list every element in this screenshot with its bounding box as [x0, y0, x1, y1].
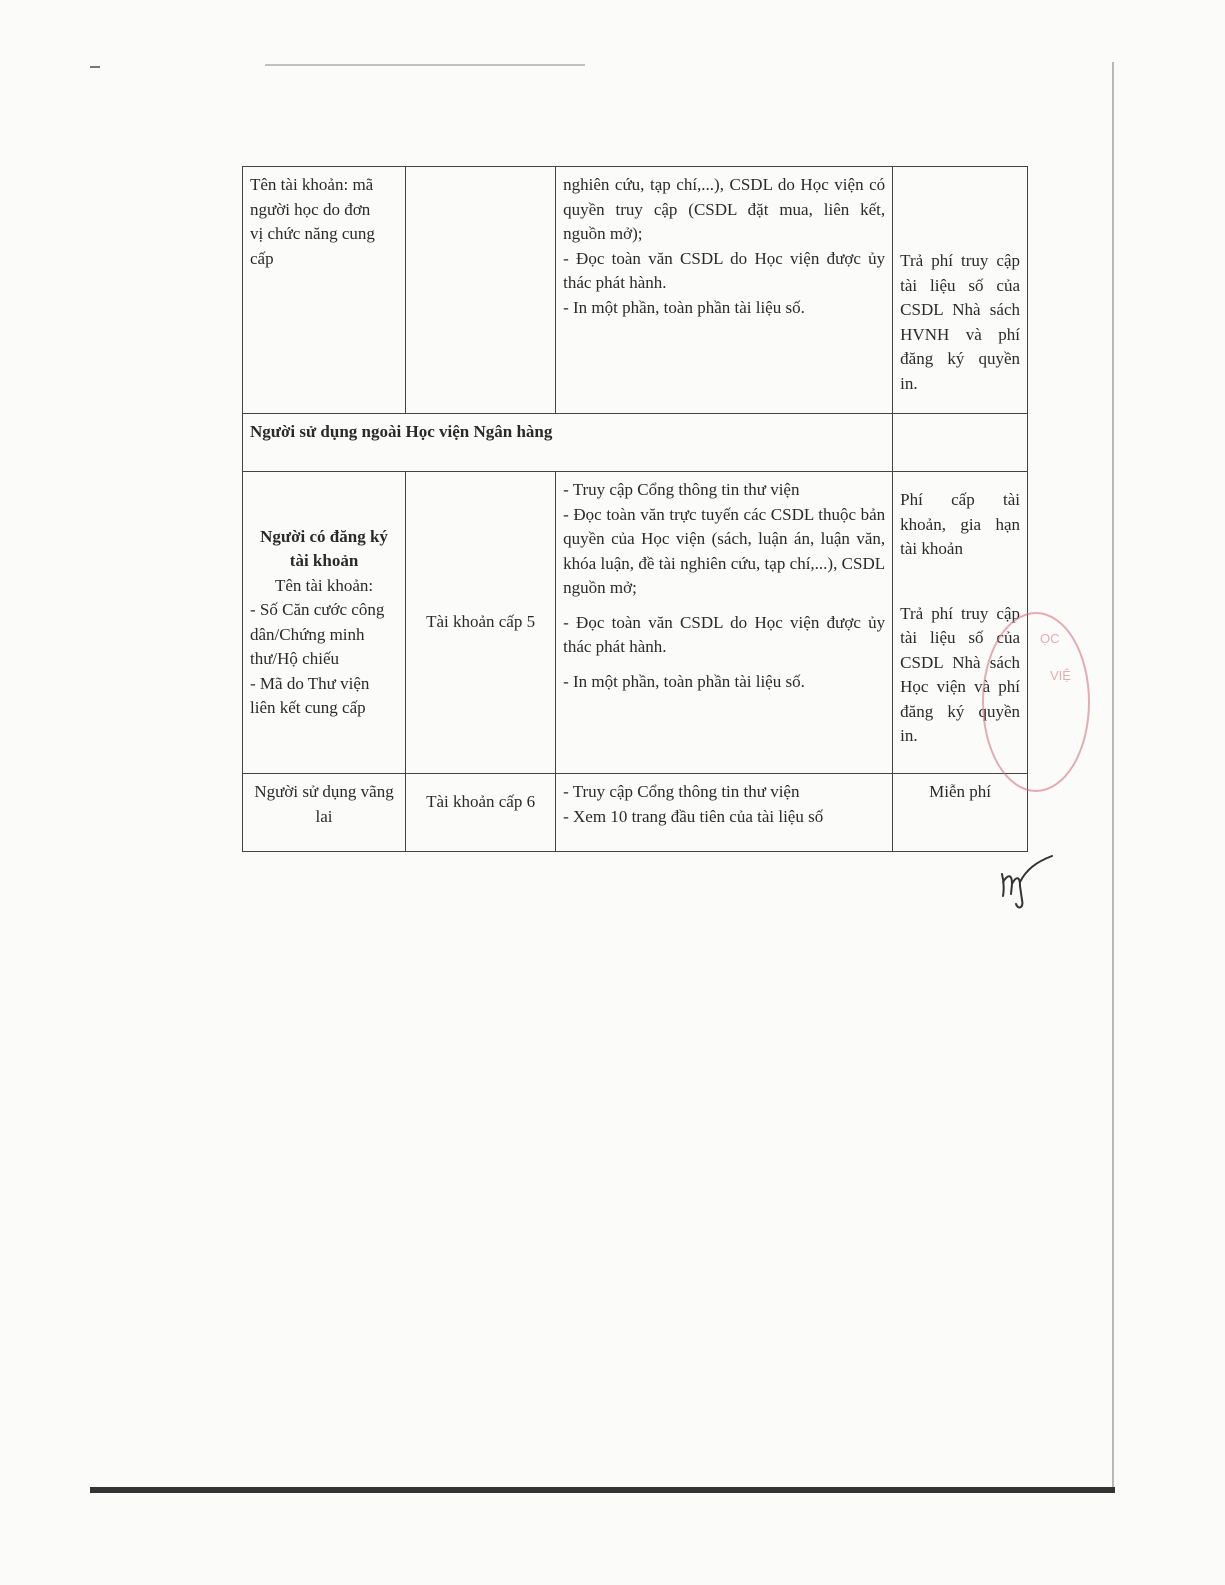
red-seal-text [1040, 630, 1071, 684]
cell-line: - Truy cập Cổng thông tin thư viện [563, 782, 800, 801]
cell-line: - In một phần, toàn phần tài liệu số. [563, 297, 805, 317]
scan-line-top [265, 64, 585, 66]
cell-line: vị chức năng cung [250, 224, 375, 243]
cell-line: người học do đơn [250, 199, 371, 219]
stamp-text-line: VIỆ [1050, 668, 1071, 683]
cell-line: Tên tài khoản: [274, 575, 374, 595]
cell-line: Người có đăng ký tài khoản [260, 526, 388, 570]
cell-line: Trả phí truy cập tài liệu số của CSDL Nhà sách Học viện và phí đăng ký quyền in. [900, 603, 1020, 745]
cell-line: cấp [250, 248, 274, 268]
cell-permissions [556, 774, 893, 852]
cell-account-name [243, 167, 406, 414]
cell-account-level: Tài khoản cấp 6 [406, 774, 556, 852]
red-seal-stamp [982, 612, 1090, 792]
cell-line: Trả phí truy cập tài liệu số của CSDL Nhà sách HVNH và phí đăng ký quyền in. [900, 251, 1020, 393]
cell-line: Phí cấp tài khoản, gia hạn tài khoản [900, 490, 1020, 558]
cell-line: - Đọc toàn văn CSDL do Học viện được ủy thác phát hành. [563, 612, 886, 656]
cell-empty [893, 414, 1028, 472]
cell-line: nghiên cứu, tạp chí,...), CSDL do Học viện có quyền truy cập (CSDL đặt mua, liên kết, nguồn mở); [563, 175, 886, 243]
cell-line: - In một phần, toàn phần tài liệu số. [563, 671, 805, 691]
table-row-continued [243, 167, 1028, 414]
cell-line: - Đọc toàn văn trực tuyến các CSDL thuộc bản quyền của Học viện (sách, luận án, luận văn, khóa luận, đề tài nghiên cứu, tạp chí,...), CSDL nguồn mở; [563, 504, 886, 597]
page-right-edge [1112, 62, 1114, 1492]
scan-mark [90, 66, 100, 68]
cell-line: - Mã do Thư viện liên kết cung cấp [250, 673, 370, 717]
cell-line: - Số Căn cước công dân/Chứng minh thư/Hộ chiếu [250, 600, 385, 668]
table-section-row [243, 414, 1028, 472]
cell-permissions [556, 167, 893, 414]
cell-account-name: Người sử dụng vãng lai [243, 774, 406, 852]
handwritten-initials [996, 852, 1066, 912]
cell-line: - Đọc toàn văn CSDL do Học viện được ủy thác phát hành. [563, 248, 886, 292]
cell-line: - Xem 10 trang đầu tiên của tài liệu số [563, 806, 824, 826]
table-row-registered [243, 472, 1028, 774]
cell-account-level [406, 167, 556, 414]
scan-bottom-bar [90, 1487, 1115, 1493]
cell-fee: Miễn phí [893, 774, 1028, 852]
cell-line: Tên tài khoản: mã [250, 175, 374, 194]
stamp-text-line: ỌC [1040, 631, 1060, 646]
cell-account-name [243, 472, 406, 774]
cell-fee [893, 167, 1028, 414]
user-account-table [242, 166, 1028, 852]
cell-line: - Truy cập Cổng thông tin thư viện [563, 480, 800, 499]
section-header: Người sử dụng ngoài Học viện Ngân hàng [243, 414, 893, 472]
cell-permissions [556, 472, 893, 774]
table-row-guest [243, 774, 1028, 852]
cell-account-level: Tài khoản cấp 5 [406, 472, 556, 774]
